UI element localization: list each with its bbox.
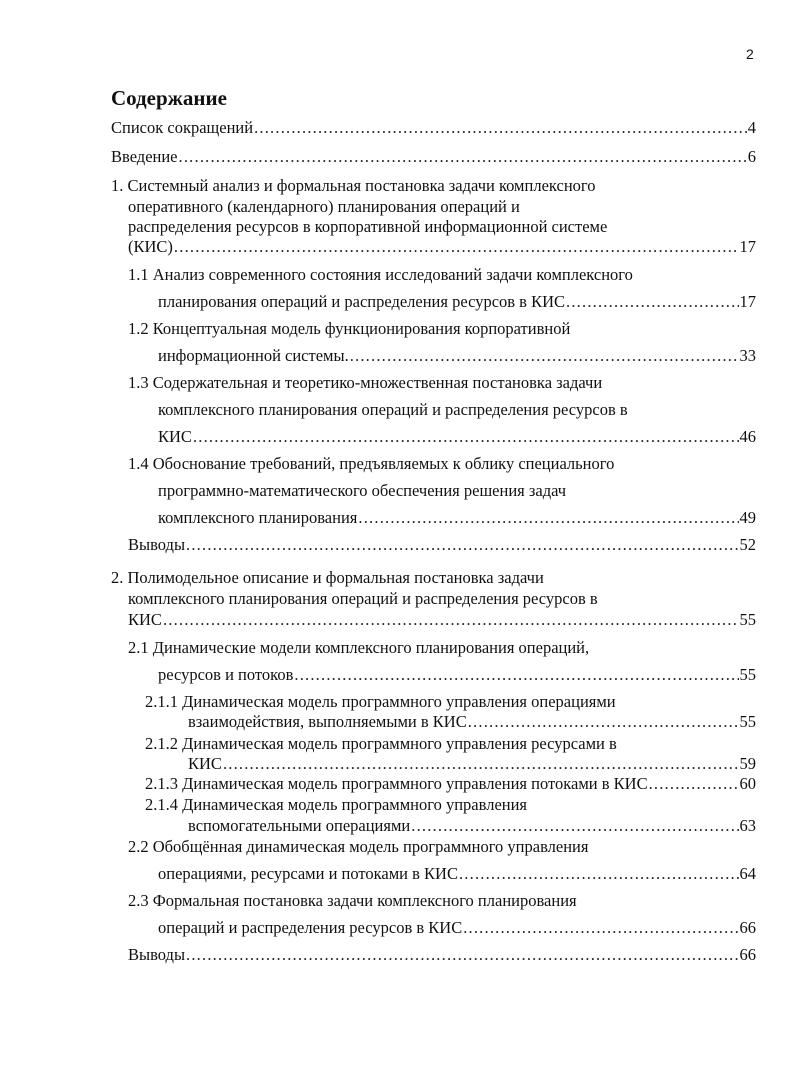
- toc-section-last-line: [158, 291, 756, 313]
- leader-dots: [254, 117, 747, 139]
- leader-dots: [186, 944, 738, 966]
- toc-section-title-line: 2.2 Обобщённая динамическая модель программного управления: [128, 837, 589, 856]
- toc-entry-text: операций и распределения ресурсов в КИС: [158, 918, 463, 937]
- toc-page-number: 60: [739, 774, 756, 793]
- toc-page-number: 55: [739, 665, 756, 684]
- toc-page-number: 17: [739, 237, 756, 256]
- toc-section-title-line: 1.2 Концептуальная модель функционирования корпоративной: [128, 319, 571, 338]
- toc-page-number: 6: [747, 147, 756, 166]
- toc-page-number: 66: [739, 945, 756, 964]
- leader-dots: [174, 236, 739, 258]
- toc-section-last-line: [158, 664, 756, 686]
- toc-entry-text: 2.1.3 Динамическая модель программного управления потоками в КИС: [145, 774, 648, 793]
- leader-dots: [566, 291, 738, 313]
- toc-entry-text: планирования операций и распределения ресурсов в КИС: [158, 292, 566, 311]
- toc-chapter-title-line: распределения ресурсов в корпоративной информационной системе: [128, 217, 608, 236]
- toc-subsection-title-line: 2.1.2 Динамическая модель программного управления ресурсами в: [145, 734, 617, 753]
- toc-subsection-2-1-3[interactable]: [145, 773, 756, 795]
- toc-section-last-line: [158, 863, 756, 885]
- toc-page-number: 55: [739, 712, 756, 731]
- toc-page-number: 59: [739, 754, 756, 773]
- toc-entry-text: Введение: [111, 147, 178, 166]
- toc-subsection-last-line: [188, 753, 756, 775]
- toc-entry-text: взаимодействия, выполняемыми в КИС: [188, 712, 467, 731]
- toc-chapter-title-line: оперативного (календарного) планирования операций и: [128, 197, 520, 216]
- leader-dots: [459, 863, 739, 885]
- toc-section-last-line: [158, 345, 756, 367]
- toc-section-title-line: 2.3 Формальная постановка задачи комплексного планирования: [128, 891, 577, 910]
- leader-dots: [186, 534, 738, 556]
- page-title: Содержание: [111, 86, 227, 110]
- toc-page-number: 52: [739, 535, 756, 554]
- toc-entry-text: Выводы: [128, 535, 186, 554]
- leader-dots: [411, 815, 738, 837]
- toc-page-number: 49: [739, 508, 756, 527]
- toc-entry-introduction[interactable]: [111, 146, 756, 168]
- toc-entry-conclusions-1[interactable]: [128, 534, 756, 556]
- toc-section-title-line: 1.4 Обоснование требований, предъявляемых к облику специального: [128, 454, 615, 473]
- toc-chapter-last-line: [128, 236, 756, 258]
- toc-entry-text: комплексного планирования: [158, 508, 358, 527]
- toc-subsection-last-line: [188, 711, 756, 733]
- toc-entry-conclusions-2[interactable]: [128, 944, 756, 966]
- toc-chapter-title-line: 1. Системный анализ и формальная постановка задачи комплексного: [111, 176, 596, 195]
- toc-section-title-line: 1.3 Содержательная и теоретико-множественная постановка задачи: [128, 373, 603, 392]
- toc-subsection-title-line: 2.1.1 Динамическая модель программного управления операциями: [145, 692, 616, 711]
- toc-entry-text: вспомогательными операциями: [188, 816, 411, 835]
- toc-chapter-title-line: 2. Полимодельное описание и формальная постановка задачи: [111, 568, 544, 587]
- toc-entry-text: Список сокращений: [111, 118, 254, 137]
- leader-dots: [463, 917, 738, 939]
- toc-section-title-line: программно-математического обеспечения решения задач: [158, 481, 567, 500]
- toc-page-number: 66: [739, 918, 756, 937]
- leader-dots: [358, 507, 738, 529]
- toc-chapter-title-line: комплексного планирования операций и распределения ресурсов в: [128, 589, 598, 608]
- leader-dots: [193, 426, 739, 448]
- toc-section-title-line: 1.1 Анализ современного состояния исследований задачи комплексного: [128, 265, 633, 284]
- toc-entry-text: ресурсов и потоков: [158, 665, 294, 684]
- toc-entry-text: информационной системы.: [158, 346, 349, 365]
- toc-entry-text: КИС: [188, 754, 222, 773]
- leader-dots: [223, 753, 739, 775]
- toc-page-number: 46: [739, 427, 756, 446]
- toc-section-title-line: 2.1 Динамические модели комплексного планирования операций,: [128, 638, 590, 657]
- leader-dots: [179, 146, 747, 168]
- toc-entry-text: КИС: [158, 427, 192, 446]
- toc-subsection-last-line: [188, 815, 756, 837]
- toc-page-number: 63: [739, 816, 756, 835]
- toc-entry-abbreviations[interactable]: [111, 117, 756, 139]
- toc-section-last-line: [158, 507, 756, 529]
- toc-entry-text: Выводы: [128, 945, 186, 964]
- toc-entry-text: операциями, ресурсами и потоками в КИС: [158, 864, 458, 883]
- toc-page-number: 64: [739, 864, 756, 883]
- toc-page-number: 55: [739, 610, 756, 629]
- toc-page-number: 17: [739, 292, 756, 311]
- leader-dots: [468, 711, 739, 733]
- leader-dots: [350, 345, 739, 367]
- toc-chapter-last-line: [128, 609, 756, 631]
- leader-dots: [294, 664, 738, 686]
- toc-section-last-line: [158, 426, 756, 448]
- toc-entry-text: (КИС): [128, 237, 173, 256]
- toc-page-number: 4: [747, 118, 756, 137]
- toc-section-last-line: [158, 917, 756, 939]
- toc-entry-text: КИС: [128, 610, 162, 629]
- leader-dots: [649, 773, 739, 795]
- page-number: 2: [746, 46, 754, 62]
- toc-subsection-title-line: 2.1.4 Динамическая модель программного управления: [145, 795, 528, 814]
- leader-dots: [163, 609, 739, 631]
- toc-page-number: 33: [739, 346, 756, 365]
- toc-section-title-line: комплексного планирования операций и распределения ресурсов в: [158, 400, 628, 419]
